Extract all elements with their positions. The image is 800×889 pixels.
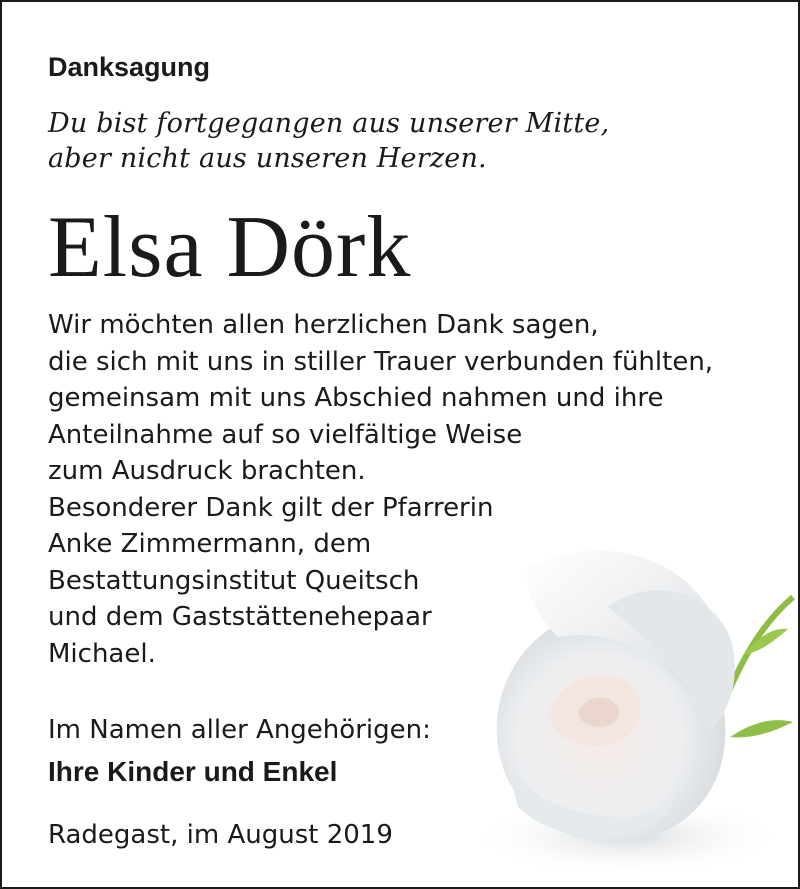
memorial-quote [48, 106, 609, 176]
heading: Danksagung [48, 52, 211, 82]
message-line: Michael. [48, 638, 156, 669]
message-line: gemeinsam mit uns Abschied nahmen und ihre [48, 383, 664, 413]
signers: Ihre Kinder und Enkel [48, 756, 338, 787]
deceased-name: Elsa Dörk [48, 199, 412, 296]
message-line: die sich mit uns in stiller Trauer verbunden fühlten, [48, 346, 714, 377]
message-line: Wir möchten allen herzlichen Dank sagen, [48, 310, 599, 340]
message-line: und dem Gaststättenehepaar [48, 602, 432, 632]
message-line: Besonderer Dank gilt der Pfarrerin [48, 492, 494, 523]
thank-you-message [48, 307, 713, 672]
message-line: Anteilnahme auf so vielfältige Weise [48, 419, 523, 450]
on-behalf-line: Im Namen aller Angehörigen: [48, 715, 431, 745]
message-line: Anke Zimmermann, dem [48, 529, 372, 559]
message-line: zum Ausdruck brachten. [48, 456, 366, 486]
quote-line: aber nicht aus unseren Herzen. [48, 143, 487, 174]
message-line: Bestattungsinstitut Queitsch [48, 565, 420, 596]
quote-line: Du bist fortgegangen aus unserer Mitte, [48, 108, 610, 139]
place-and-date: Radegast, im August 2019 [48, 820, 393, 850]
